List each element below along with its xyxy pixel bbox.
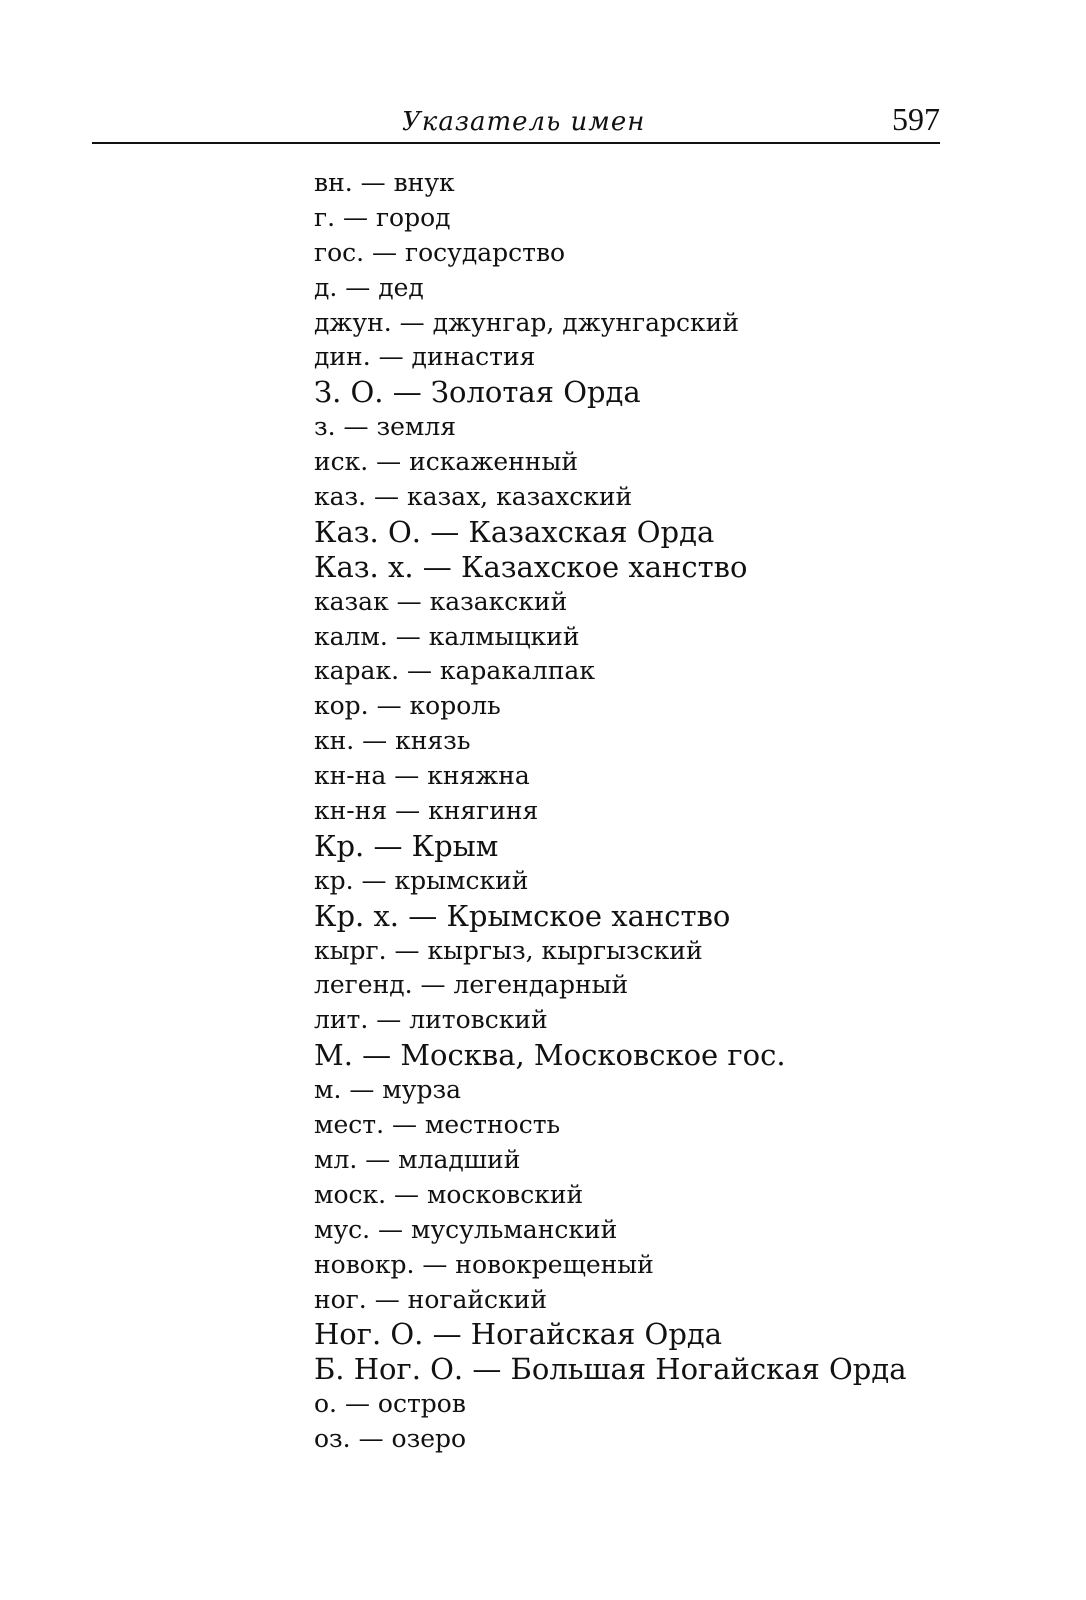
- abbreviation-entry: М. — Москва, Московское гос.: [314, 1038, 786, 1073]
- abbreviation-entry: з. — земля: [314, 412, 457, 442]
- abbreviation-entry: кр. — крымский: [314, 865, 529, 895]
- abbreviation-entry: Каз. х. — Казахское ханство: [314, 549, 748, 584]
- abbreviation-entry: Кр. х. — Крымское ханство: [314, 898, 731, 933]
- running-title: Указатель имен: [402, 107, 646, 137]
- abbreviation-entry: казак — казакский: [314, 586, 568, 616]
- abbreviation-entry: З. О. — Золотая Орда: [314, 375, 641, 410]
- abbreviation-entry: дин. — династия: [314, 342, 536, 372]
- abbreviation-entry: кырг. — кыргыз, кыргызский: [314, 935, 703, 965]
- abbreviation-list: [314, 166, 907, 1457]
- header-rule: [92, 142, 940, 144]
- abbreviation-entry: калм. — калмыцкий: [314, 621, 580, 651]
- abbreviation-entry: мус. — мусульманский: [314, 1214, 618, 1244]
- abbreviation-entry: д. — дед: [314, 272, 424, 302]
- abbreviation-entry: кн-на — княжна: [314, 761, 530, 791]
- abbreviation-entry: кн-ня — княгиня: [314, 796, 539, 826]
- abbreviation-entry: вн. — внук: [314, 168, 455, 197]
- abbreviation-entry: джун. — джунгар, джунгарский: [314, 307, 739, 337]
- abbreviation-entry: Ног. О. — Ногайская Орда: [314, 1317, 723, 1352]
- page-header: [92, 100, 940, 144]
- abbreviation-entry: иск. — искаженный: [314, 447, 579, 477]
- abbreviation-entry: каз. — казах, казахский: [314, 482, 633, 512]
- abbreviation-entry: мест. — местность: [314, 1110, 561, 1140]
- abbreviation-entry: гос. — государство: [314, 237, 566, 267]
- abbreviation-entry: Кр. — Крым: [314, 828, 499, 863]
- abbreviation-entry: г. — город: [314, 202, 451, 232]
- abbreviation-entry: Каз. О. — Казахская Орда: [314, 514, 715, 549]
- abbreviation-entry: кор. — король: [314, 691, 501, 721]
- abbreviation-entry: Б. Ног. О. — Большая Ногайская Орда: [314, 1352, 907, 1387]
- abbreviation-entry: оз. — озеро: [314, 1424, 467, 1454]
- abbreviation-entry: легенд. — легендарный: [314, 970, 629, 1000]
- abbreviation-entry: лит. — литовский: [314, 1005, 548, 1035]
- abbreviation-entry: новокр. — новокрещеный: [314, 1249, 654, 1279]
- abbreviation-entry: мл. — младший: [314, 1144, 521, 1174]
- abbreviation-entry: о. — остров: [314, 1389, 466, 1419]
- abbreviation-entry: ног. — ногайский: [314, 1284, 547, 1314]
- abbreviation-entry: моск. — московский: [314, 1179, 584, 1209]
- abbreviation-entry: кн. — князь: [314, 726, 471, 756]
- page-number: 597: [892, 101, 940, 137]
- abbreviation-entry: м. — мурза: [314, 1075, 461, 1105]
- abbreviation-entry: карак. — каракалпак: [314, 656, 595, 686]
